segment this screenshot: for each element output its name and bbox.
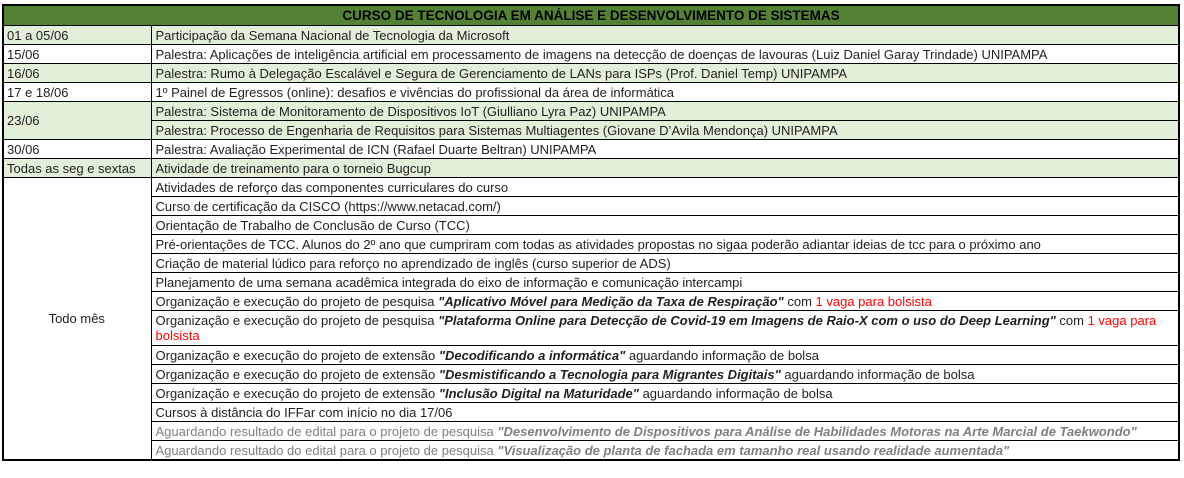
activity-cell <box>151 64 1179 83</box>
table-row <box>3 235 1179 254</box>
activity-text: aguardando informação de bolsa <box>780 366 975 382</box>
activity-cell <box>151 441 1179 461</box>
table-row <box>3 384 1179 403</box>
activity-cell <box>151 403 1179 422</box>
date-cell: 17 e 18/06 <box>3 83 151 102</box>
activity-cell <box>151 311 1179 346</box>
activity-text: Aguardando resultado do edital para o projeto de pesquisa <box>155 442 498 458</box>
activity-cell <box>151 273 1179 292</box>
activity-cell <box>151 292 1179 311</box>
schedule-table-body <box>3 5 1179 460</box>
activity-text: Curso de certificação da CISCO (https://www.netacad.com/) <box>155 198 501 214</box>
date-cell: 15/06 <box>3 45 151 64</box>
activity-cell <box>151 346 1179 365</box>
activity-text: "Aplicativo Móvel para Medição da Taxa de Respiração" <box>438 293 784 309</box>
activity-cell <box>151 121 1179 140</box>
table-row <box>3 159 1179 178</box>
table-row <box>3 441 1179 461</box>
activity-text: Atividade de treinamento para o torneio Bugcup <box>155 160 431 176</box>
activity-text: com <box>783 293 816 309</box>
date-cell: 30/06 <box>3 140 151 159</box>
activity-text: Organização e execução do projeto de pesquisa <box>155 293 439 309</box>
table-row <box>3 45 1179 64</box>
activity-text: 1 vaga para bolsista <box>815 293 932 309</box>
date-cell: 23/06 <box>3 102 151 140</box>
table-row <box>3 121 1179 140</box>
activity-cell <box>151 102 1179 121</box>
activity-text: Participação da Semana Nacional de Tecnologia da Microsoft <box>155 27 510 43</box>
activity-cell <box>151 178 1179 197</box>
table-row <box>3 102 1179 121</box>
activity-text: com <box>1055 313 1088 328</box>
activity-text: Atividades de reforço das componentes curriculares do curso <box>155 179 509 195</box>
table-row <box>3 216 1179 235</box>
activity-cell <box>151 45 1179 64</box>
activity-text: Palestra: Processo de Engenharia de Requisitos para Sistemas Multiagentes (Giovane D’Avila Mendonça) UNIPAMPA <box>155 122 838 138</box>
activity-cell <box>151 422 1179 441</box>
activity-text: "Decodificando a informática" <box>438 347 626 363</box>
table-row <box>3 346 1179 365</box>
activity-text: aguardando informação de bolsa <box>625 347 819 363</box>
activity-text: Palestra: Aplicações de inteligência artificial em processamento de imagens na detecção de doenças de lavouras (Luiz Daniel Garay Trindade) UNIPAMPA <box>155 46 1048 62</box>
table-header-row <box>3 5 1179 26</box>
activity-cell <box>151 254 1179 273</box>
activity-cell <box>151 26 1179 45</box>
activity-cell <box>151 216 1179 235</box>
activity-cell <box>151 140 1179 159</box>
table-row <box>3 311 1179 346</box>
activity-text: "Visualização de planta de fachada em tamanho real usando realidade aumentada" <box>497 442 1010 458</box>
activity-text: Palestra: Avaliação Experimental de ICN (Rafael Duarte Beltran) UNIPAMPA <box>155 141 597 157</box>
date-cell: 16/06 <box>3 64 151 83</box>
activity-text: Orientação de Trabalho de Conclusão de Curso (TCC) <box>155 217 470 233</box>
activity-text: "Plataforma Online para Detecção de Covid-19 em Imagens de Raio-X com o uso do Deep Learning" <box>438 313 1056 328</box>
table-row <box>3 26 1179 45</box>
activity-cell <box>151 83 1179 102</box>
activity-text: 1º Painel de Egressos (online): desafios e vivências do profissional da área de informática <box>155 84 675 100</box>
table-row <box>3 422 1179 441</box>
activity-text: "Desmistificando a Tecnologia para Migrantes Digitais" <box>438 366 781 382</box>
table-row <box>3 83 1179 102</box>
table-row <box>3 273 1179 292</box>
schedule-table <box>2 4 1180 461</box>
table-row <box>3 292 1179 311</box>
activity-text: Pré-orientações de TCC. Alunos do 2º ano que cumpriram com todas as atividades propostas no sigaa poderão adiantar ideias de tcc para o próximo ano <box>155 236 1041 252</box>
activity-text: "Desenvolvimento de Dispositivos para Análise de Habilidades Motoras na Arte Marcial de Taekwondo" <box>497 423 1137 439</box>
date-cell: 01 a 05/06 <box>3 26 151 45</box>
activity-text: Organização e execução do projeto de extensão <box>155 347 439 363</box>
table-row <box>3 64 1179 83</box>
activity-text: 1 vaga para bolsista <box>155 313 1157 343</box>
date-cell: Todo mês <box>3 178 151 461</box>
activity-text: Aguardando resultado de edital para o projeto de pesquisa <box>155 423 498 439</box>
activity-cell <box>151 365 1179 384</box>
activity-text: Organização e execução do projeto de pesquisa <box>155 313 439 328</box>
table-row <box>3 178 1179 197</box>
activity-text: Palestra: Rumo à Delegação Escalável e Segura de Gerenciamento de LANs para ISPs (Prof. Daniel Temp) UNIPAMPA <box>155 65 847 81</box>
activity-text: Organização e execução do projeto de extensão <box>155 366 439 382</box>
table-row <box>3 197 1179 216</box>
table-row <box>3 403 1179 422</box>
activity-cell <box>151 384 1179 403</box>
activity-text: Palestra: Sistema de Monitoramento de Dispositivos IoT (Giulliano Lyra Paz) UNIPAMPA <box>155 103 666 119</box>
page-title: CURSO DE TECNOLOGIA EM ANÁLISE E DESENVOLVIMENTO DE SISTEMAS <box>3 5 1179 26</box>
activity-cell <box>151 235 1179 254</box>
activity-text: Cursos à distância do IFFar com início no dia 17/06 <box>155 404 453 420</box>
table-row <box>3 254 1179 273</box>
activity-cell <box>151 197 1179 216</box>
activity-text: Planejamento de uma semana acadêmica integrada do eixo de informação e comunicação intercampi <box>155 274 743 290</box>
activity-text: Criação de material lúdico para reforço no aprendizado de inglês (curso superior de ADS) <box>155 255 671 271</box>
activity-text: "Inclusão Digital na Maturidade" <box>438 385 639 401</box>
table-row <box>3 365 1179 384</box>
activity-cell <box>151 159 1179 178</box>
table-row <box>3 140 1179 159</box>
activity-text: aguardando informação de bolsa <box>638 385 833 401</box>
activity-text: Organização e execução do projeto de extensão <box>155 385 439 401</box>
date-cell: Todas as seg e sextas <box>3 159 151 178</box>
